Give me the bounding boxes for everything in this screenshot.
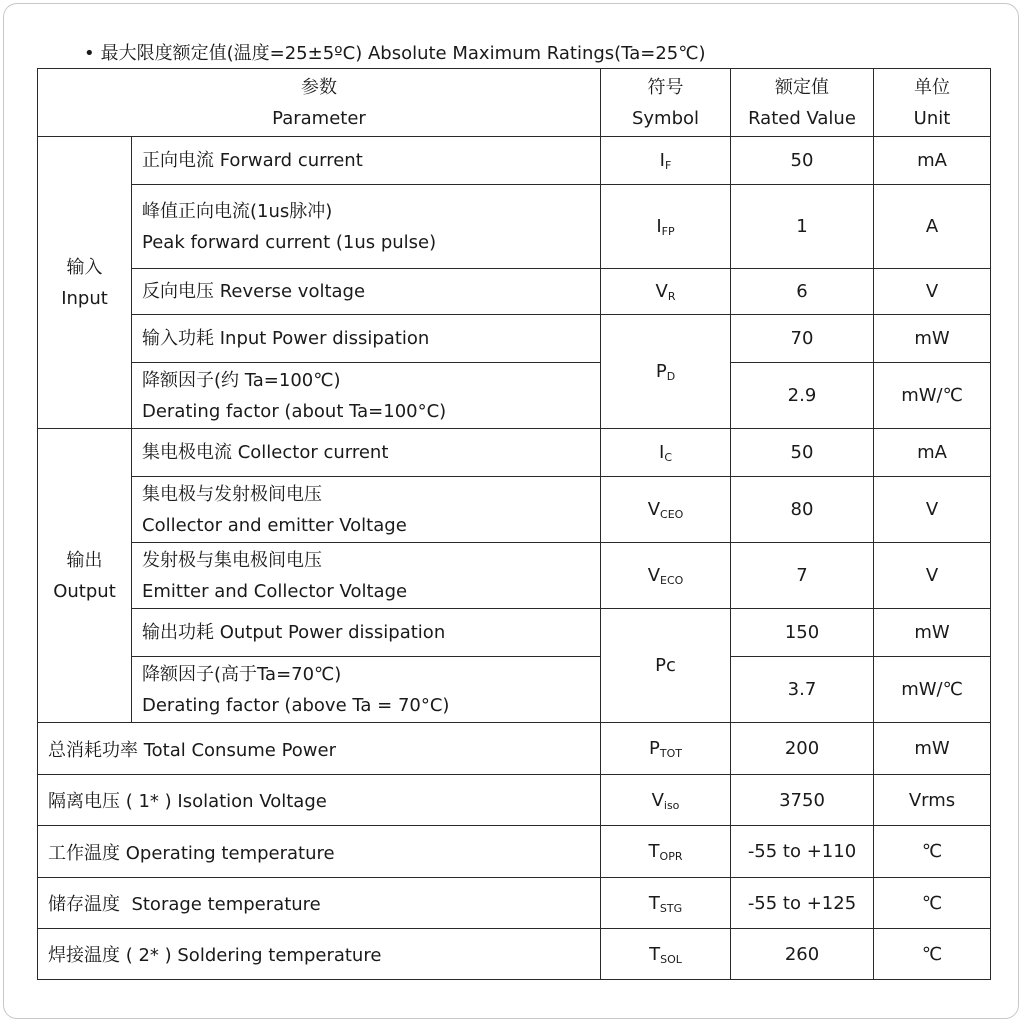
header-unit: 单位 Unit — [874, 69, 991, 137]
param-cell: 峰值正向电流(1us脉冲) Peak forward current (1us pulse) — [132, 185, 601, 269]
param-cell: 隔离电压 ( 1* ) Isolation Voltage — [38, 775, 601, 826]
symbol-cell: $I_F$ — [601, 137, 731, 185]
table-row — [38, 363, 991, 429]
symbol-cell: $I_{FP}$ — [601, 185, 731, 269]
param-cell: 正向电流 Forward current — [132, 137, 601, 185]
value-cell: 80 — [731, 477, 874, 543]
unit-cell: V — [874, 477, 991, 543]
symbol-cell: $V_R$ — [601, 269, 731, 315]
unit-cell: mW — [874, 609, 991, 657]
header-symbol: 符号 Symbol — [601, 69, 731, 137]
value-cell: 3.7 — [731, 657, 874, 723]
value-cell: 6 — [731, 269, 874, 315]
param-cell: 发射极与集电极间电压 Emitter and Collector Voltage — [132, 543, 601, 609]
value-cell: 1 — [731, 185, 874, 269]
value-cell: 260 — [731, 929, 874, 980]
symbol-cell: Pc — [601, 609, 731, 723]
param-cell: 总消耗功率 Total Consume Power — [38, 723, 601, 775]
param-cell: 输出功耗 Output Power dissipation — [132, 609, 601, 657]
value-cell: 2.9 — [731, 363, 874, 429]
header-parameter: 参数 Parameter — [38, 69, 601, 137]
param-cell: 储存温度 Storage temperature — [38, 878, 601, 929]
group-output: 输出 Output — [38, 429, 132, 723]
table-row — [38, 826, 991, 878]
bullet: • — [84, 43, 95, 64]
table-row — [38, 657, 991, 723]
value-cell: 150 — [731, 609, 874, 657]
table-row — [38, 429, 991, 477]
symbol-cell: $P_{TOT}$ — [601, 723, 731, 775]
unit-cell: mW/℃ — [874, 363, 991, 429]
unit-cell: V — [874, 543, 991, 609]
value-cell: 7 — [731, 543, 874, 609]
param-cell: 集电极与发射极间电压 Collector and emitter Voltage — [132, 477, 601, 543]
param-cell: 输入功耗 Input Power dissipation — [132, 315, 601, 363]
param-cell: 工作温度 Operating temperature — [38, 826, 601, 878]
section-heading — [84, 42, 705, 66]
param-cell: 降额因子(约 Ta=100℃) Derating factor (about Ta=100°C) — [132, 363, 601, 429]
value-cell: 3750 — [731, 775, 874, 826]
heading-text: 最大限度额定值(温度=25±5ºC) Absolute Maximum Ratings(Ta=25℃) — [100, 43, 706, 64]
table-row — [38, 775, 991, 826]
unit-cell: mA — [874, 429, 991, 477]
absolute-max-ratings-table — [37, 68, 991, 980]
unit-cell: Vrms — [874, 775, 991, 826]
table-header-row — [38, 69, 991, 137]
unit-cell: mA — [874, 137, 991, 185]
group-input: 输入 Input — [38, 137, 132, 429]
symbol-cell: $P_D$ — [601, 315, 731, 429]
param-cell: 反向电压 Reverse voltage — [132, 269, 601, 315]
unit-cell: ℃ — [874, 826, 991, 878]
symbol-cell: $V_{ECO}$ — [601, 543, 731, 609]
unit-cell: mW/℃ — [874, 657, 991, 723]
symbol-cell: $V_{CEO}$ — [601, 477, 731, 543]
table-row — [38, 929, 991, 980]
unit-cell: ℃ — [874, 929, 991, 980]
value-cell: 200 — [731, 723, 874, 775]
table-row — [38, 543, 991, 609]
header-rated-value: 额定值 Rated Value — [731, 69, 874, 137]
table-row — [38, 185, 991, 269]
unit-cell: mW — [874, 315, 991, 363]
unit-cell: ℃ — [874, 878, 991, 929]
table-row — [38, 269, 991, 315]
symbol-cell: $V_{iso}$ — [601, 775, 731, 826]
symbol-cell: $T_{STG}$ — [601, 878, 731, 929]
table-row — [38, 723, 991, 775]
table-row — [38, 315, 991, 363]
param-cell: 焊接温度 ( 2* ) Soldering temperature — [38, 929, 601, 980]
value-cell: 70 — [731, 315, 874, 363]
symbol-cell: $T_{SOL}$ — [601, 929, 731, 980]
unit-cell: A — [874, 185, 991, 269]
value-cell: -55 to +110 — [731, 826, 874, 878]
table-row — [38, 878, 991, 929]
symbol-cell: $I_C$ — [601, 429, 731, 477]
unit-cell: V — [874, 269, 991, 315]
value-cell: 50 — [731, 429, 874, 477]
value-cell: -55 to +125 — [731, 878, 874, 929]
symbol-cell: $T_{OPR}$ — [601, 826, 731, 878]
table-row — [38, 137, 991, 185]
param-cell: 降额因子(高于Ta=70℃) Derating factor (above Ta = 70°C) — [132, 657, 601, 723]
unit-cell: mW — [874, 723, 991, 775]
param-cell: 集电极电流 Collector current — [132, 429, 601, 477]
value-cell: 50 — [731, 137, 874, 185]
table-row — [38, 609, 991, 657]
table-row — [38, 477, 991, 543]
